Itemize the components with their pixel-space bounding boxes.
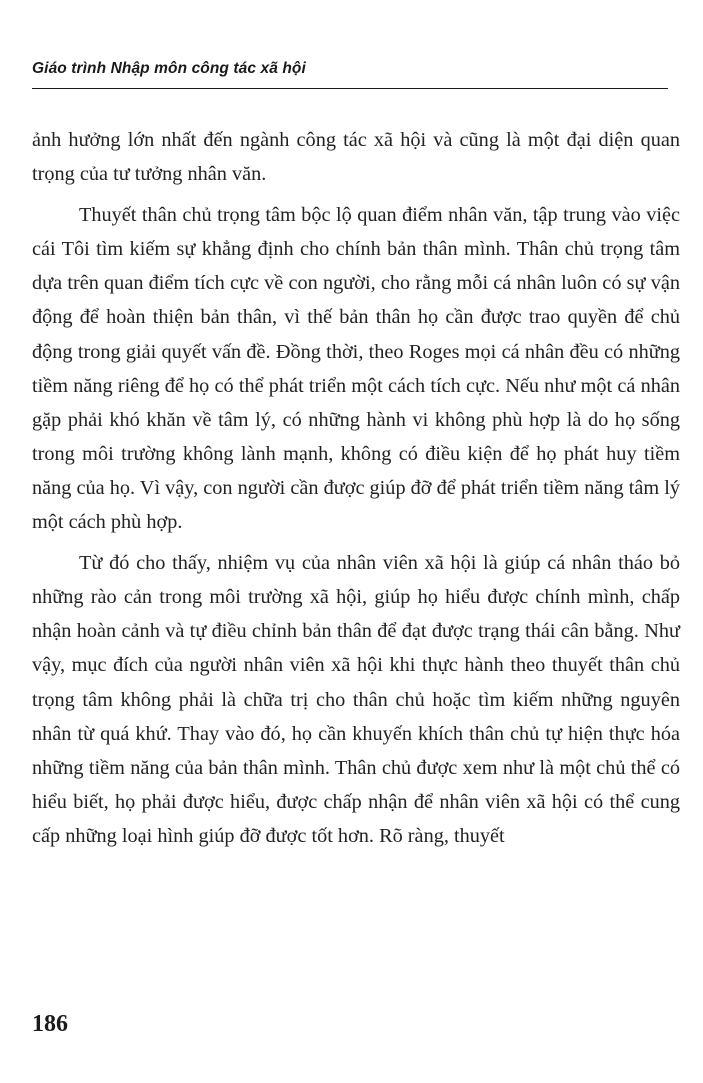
body-text [32, 123, 680, 860]
running-header: Giáo trình Nhập môn công tác xã hội [32, 60, 306, 77]
page-number: 186 [32, 1011, 68, 1037]
paragraph-social-worker-task: Từ đó cho thấy, nhiệm vụ của nhân viên xã hội là giúp cá nhân tháo bỏ những rào cản trong môi trường xã hội, giúp họ hiểu được chính mình, chấp nhận hoàn cảnh và tự điều chỉnh bản thân để đạt được trạng thái cân bằng. Như vậy, mục đích của người nhân viên xã hội khi thực hành theo thuyết thân chủ trọng tâm không phải là chữa trị cho thân chủ hoặc tìm kiếm những nguyên nhân từ quá khứ. Thay vào đó, họ cần khuyến khích thân chủ tự hiện thực hóa những tiềm năng của bản thân mình. Thân chủ được xem như là một chủ thể có hiểu biết, họ phải được hiểu, được chấp nhận để nhân viên xã hội có thể cung cấp những loại hình giúp đỡ được tốt hơn. Rõ ràng, thuyết [32, 552, 680, 847]
paragraph-continuation: ảnh hưởng lớn nhất đến ngành công tác xã hội và cũng là một đại diện quan trọng của tư tưởng nhân văn. [32, 129, 680, 186]
header-divider [32, 88, 668, 89]
paragraph-client-centered-theory: Thuyết thân chủ trọng tâm bộc lộ quan điểm nhân văn, tập trung vào việc cái Tôi tìm kiếm sự khẳng định cho chính bản thân mình. Thân chủ trọng tâm dựa trên quan điểm tích cực về con người, cho rằng mỗi cá nhân luôn có sự vận động để hoàn thiện bản thân, vì thế bản thân họ cần được trao quyền để chủ động trong giải quyết vấn đề. Đồng thời, theo Roges mọi cá nhân đều có những tiềm năng riêng để họ có thể phát triển một cách tích cực. Nếu như một cá nhân gặp phải khó khăn về tâm lý, có những hành vi không phù hợp là do họ sống trong môi trường không lành mạnh, không có điều kiện để họ phát huy tiềm năng của họ. Vì vậy, con người cần được giúp đỡ để phát triển tiềm năng tâm lý một cách phù hợp. [32, 204, 680, 534]
